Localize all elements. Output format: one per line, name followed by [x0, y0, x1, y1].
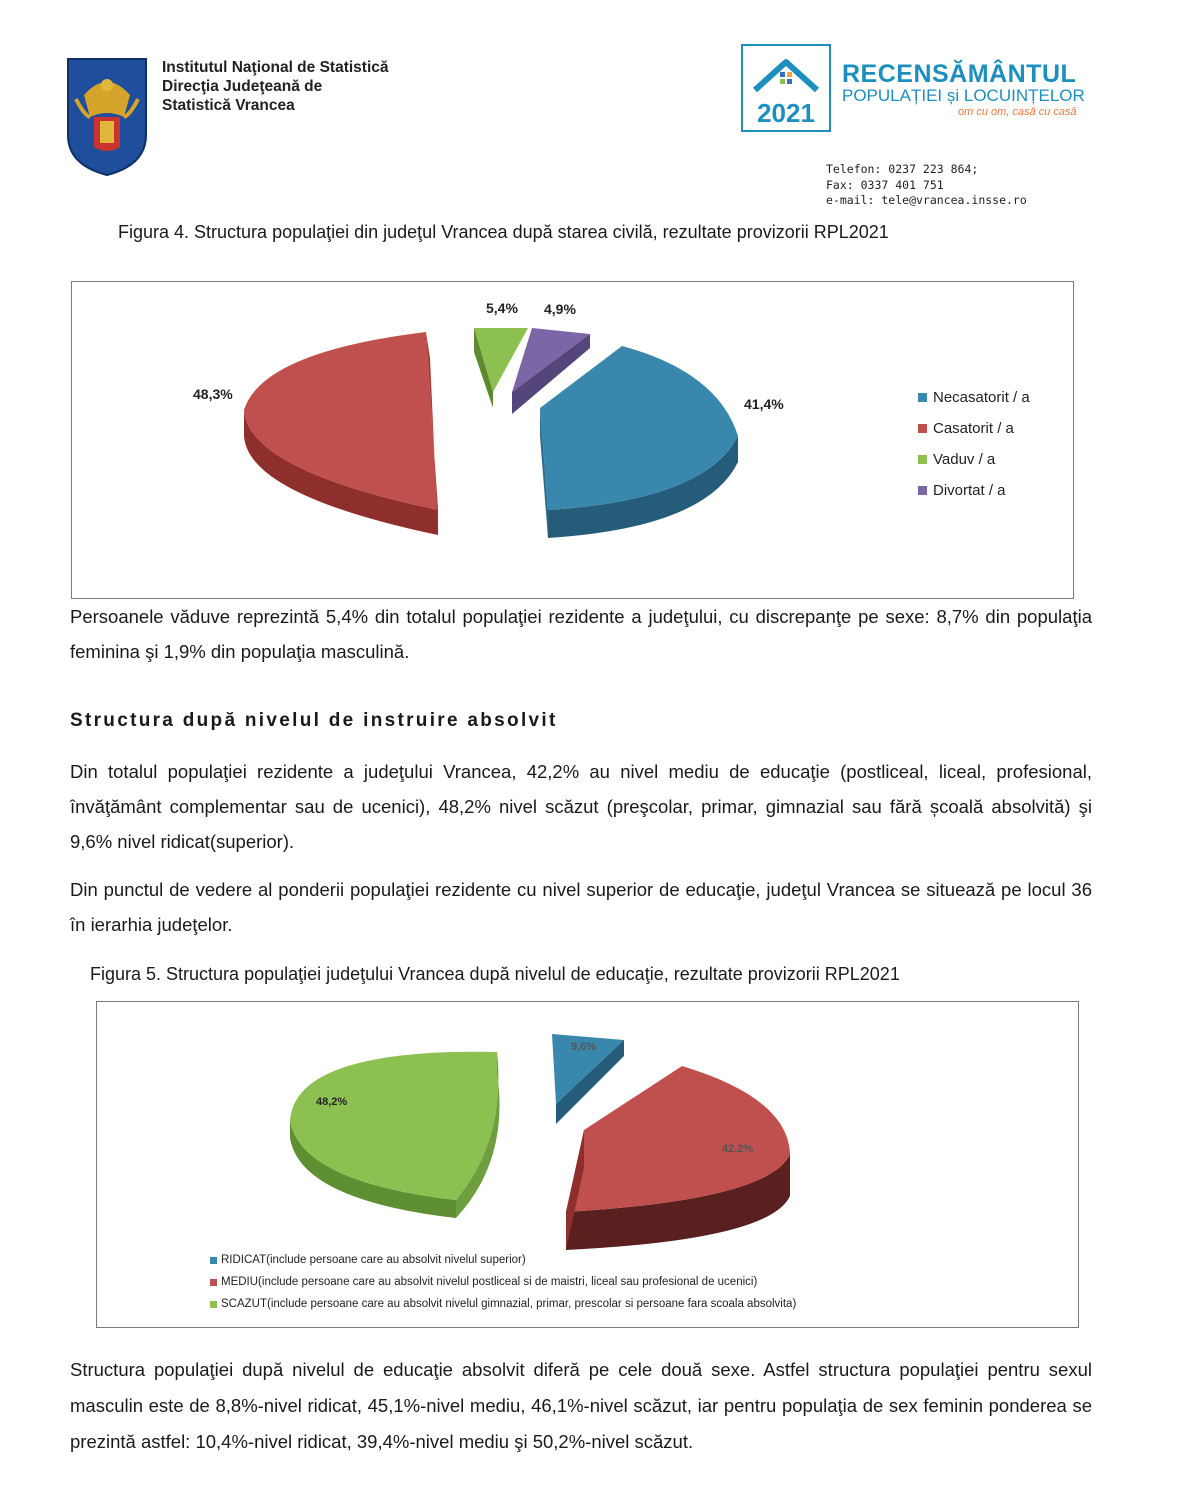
- contact-fax: Fax: 0337 401 751: [826, 177, 944, 192]
- institution-line: Institutul Naţional de Statistică: [162, 59, 389, 76]
- legend-label: MEDIU(include persoane care au absolvit nivelul postliceal si de maistri, liceal sau profesional de ucenici): [221, 1276, 758, 1288]
- legend-item: [210, 1249, 796, 1271]
- figure4-legend: [918, 382, 1030, 506]
- legend-item: [210, 1271, 796, 1293]
- legend-label: Vaduv / a: [933, 451, 996, 468]
- paragraph-education-totals: Din totalul populaţiei rezidente a judeţului Vrancea, 42,2% au nivel mediu de educaţie (postliceal, liceal, profesional, învăţământ complementar sau de ucenici), 48,2% nivel scăzut (preşcolar, primar, gimnazial sau fără școală absolvită) şi 9,6% nivel ridicat(superior).: [70, 761, 1092, 852]
- contact-email: e-mail: tele@vrancea.insse.ro: [826, 193, 1027, 207]
- legend-label: Casatorit / a: [933, 420, 1014, 437]
- legend-item: [210, 1293, 796, 1315]
- legend-label: Divortat / a: [933, 482, 1006, 499]
- institution-line: Statistică Vrancea: [162, 97, 295, 114]
- paragraph-by-sex: Structura populaţiei după nivelul de educaţie absolvit diferă pe cele două sexe. Astfel structura populaţiei pentru sexul masculin este de 8,8%-nivel ridicat, 45,1%-nivel mediu, 46,1%-nivel scăzut, iar pentru populaţia de sex feminin ponderea se prezintă astfel: 10,4%-nivel ridicat, 39,4%-nivel mediu şi 50,2%-nivel scăzut.: [70, 1359, 1092, 1452]
- legend-label: SCAZUT(include persoane care au absolvit nivelul gimnazial, primar, prescolar si persoane fara scoala absolvita): [221, 1298, 797, 1310]
- legend-swatch-mediu: [210, 1279, 217, 1286]
- figure5-pie: [290, 1034, 790, 1250]
- legend-item: [918, 382, 1030, 413]
- census-logo-title: RECENSĂMÂNTUL: [842, 60, 1077, 88]
- legend-swatch-necasatorit: [918, 393, 927, 402]
- legend-label: Necasatorit / a: [933, 389, 1030, 406]
- legend-item: [918, 413, 1030, 444]
- data-label-casatorit: 48,3%: [193, 386, 233, 402]
- figure4-pie: [193, 300, 784, 538]
- paragraph-ranking: Din punctul de vedere al ponderii populaţiei rezidente cu nivel superior de educaţie, judeţul Vrancea se situează pe locul 36 în ierarhia judeţelor.: [70, 879, 1092, 935]
- data-label-divortat: 4,9%: [544, 301, 576, 317]
- legend-swatch-scazut: [210, 1301, 217, 1308]
- figure5-title: Figura 5. Structura populaţiei judeţului Vrancea după nivelul de educaţie, rezultate provizorii RPL2021: [90, 964, 900, 984]
- census-logo-motto: om cu om, casă cu casă: [958, 106, 1077, 118]
- legend-swatch-casatorit: [918, 424, 927, 433]
- paragraph-widowed: Persoanele văduve reprezintă 5,4% din totalul populaţiei rezidente a judeţului, cu discrepanţe pe sexe: 8,7% din populaţia feminina şi 1,9% din populaţia masculină.: [70, 606, 1092, 662]
- figure5-legend: [210, 1249, 796, 1315]
- institution-line: Direcţia Judeţeană de: [162, 78, 323, 95]
- data-label-necasatorit: 41,4%: [744, 396, 784, 412]
- legend-swatch-vaduv: [918, 455, 927, 464]
- census-logo-year: 2021: [757, 98, 815, 128]
- figure4-title: Figura 4. Structura populaţiei din judeţul Vrancea după starea civilă, rezultate provizorii RPL2021: [118, 222, 889, 242]
- legend-label: RIDICAT(include persoane care au absolvit nivelul superior): [221, 1254, 526, 1266]
- legend-item: [918, 444, 1030, 475]
- contact-phone: Telefon: 0237 223 864;: [826, 162, 979, 176]
- pie-slice-casatorit: [244, 332, 438, 510]
- section-heading: Structura după nivelul de instruire absolvit: [70, 710, 558, 731]
- data-label-vaduv: 5,4%: [486, 300, 518, 316]
- census-logo-subtitle: POPULAȚIEI și LOCUINȚELOR: [842, 86, 1085, 105]
- legend-item: [918, 475, 1030, 506]
- data-label-ridicat: 9,6%: [571, 1041, 597, 1053]
- legend-swatch-divortat: [918, 486, 927, 495]
- data-label-scazut: 48,2%: [316, 1096, 348, 1108]
- data-label-mediu: 42,2%: [722, 1143, 754, 1155]
- legend-swatch-ridicat: [210, 1257, 217, 1264]
